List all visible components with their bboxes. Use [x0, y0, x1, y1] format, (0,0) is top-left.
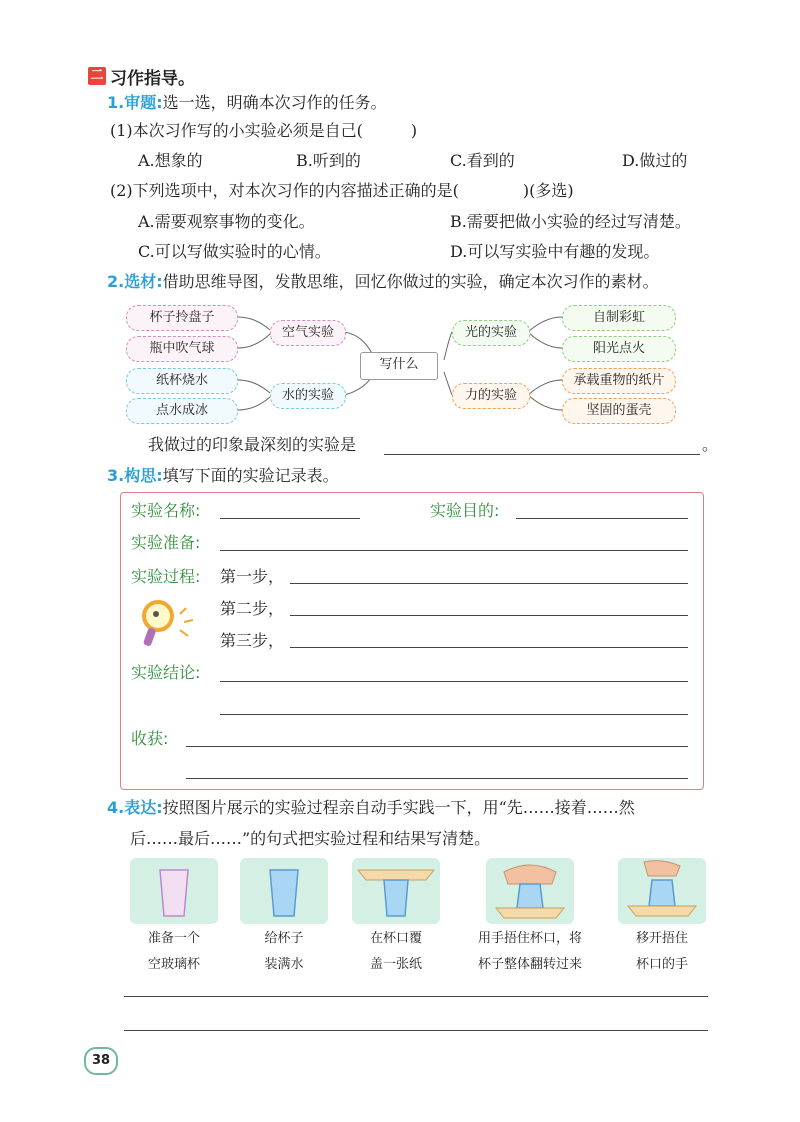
picture-empty-glass: [130, 858, 218, 924]
caption-1-line-1: 准备一个: [147, 931, 200, 946]
mindmap-air-item-1: 杯子拎盘子: [126, 305, 238, 331]
step1-num: 1.: [107, 93, 125, 112]
q2-option-d[interactable]: D.可以写实验中有趣的发现。: [450, 242, 660, 261]
writing-line-1[interactable]: [124, 996, 708, 997]
record-conclusion-label: 实验结论:: [131, 663, 201, 682]
picture-full-glass: [240, 858, 328, 924]
mindmap-water-node: 水的实验: [270, 383, 346, 409]
record-harvest-label: 收获:: [131, 729, 169, 748]
record-step-1: 第一步，: [220, 567, 285, 586]
q2-option-c[interactable]: C.可以写做实验时的心情。: [138, 242, 331, 261]
hand-flip-glass-icon: [486, 858, 574, 924]
step4-label: 表达:: [124, 798, 163, 817]
record-purpose-label: 实验目的:: [430, 501, 500, 520]
mindmap-force-item-2: 坚固的蛋壳: [562, 398, 676, 424]
record-name-line[interactable]: [220, 518, 360, 519]
connector-air-2: [238, 334, 270, 348]
connector-center-light: [444, 332, 452, 360]
caption-2: [236, 926, 332, 978]
writing-line-2[interactable]: [124, 1030, 708, 1031]
mindmap-center-node: 写什么: [360, 352, 438, 380]
mindmap-air-node: 空气实验: [270, 320, 346, 346]
mindmap-air-item-2: 瓶中吹气球: [126, 336, 238, 362]
connector-water-2: [238, 397, 270, 410]
section-badge: 二: [88, 67, 106, 85]
connector-force-1: [528, 380, 562, 395]
picture-remove-hand: [618, 858, 706, 924]
record-purpose-line[interactable]: [516, 518, 688, 519]
mindmap-water-item-2: 点水成冰: [126, 398, 238, 424]
connector-water-1: [238, 380, 270, 393]
step1-label: 审题:: [124, 93, 163, 112]
record-step-3: 第三步，: [220, 631, 285, 650]
water-glass-icon: [240, 858, 328, 924]
mindmap-light-item-1: 自制彩虹: [562, 305, 676, 331]
step1-text: 选一选，明确本次习作的任务。: [162, 93, 387, 112]
q2-option-b[interactable]: B.需要把做小实验的经过写清楚。: [450, 212, 691, 231]
caption-3-line-2: 盖一张纸: [369, 957, 422, 972]
caption-1: [126, 926, 222, 978]
q1-option-c[interactable]: C.看到的: [450, 151, 515, 170]
paper-covered-glass-icon: [352, 858, 440, 924]
glass-icon: [130, 858, 218, 924]
connector-light-1: [528, 317, 562, 332]
page-number: 38: [84, 1047, 118, 1075]
q2-option-a[interactable]: A.需要观察事物的变化。: [138, 212, 315, 231]
record-step-1-line[interactable]: [290, 583, 688, 584]
magnifier-icon: [136, 596, 198, 652]
mindmap-water-item-1: 纸杯烧水: [126, 368, 238, 394]
mindmap-force-item-1: 承载重物的纸片: [562, 368, 676, 394]
connector-center-force: [444, 372, 452, 395]
record-harvest-line-1[interactable]: [186, 746, 688, 747]
caption-2-line-1: 给杯子: [264, 931, 304, 946]
caption-5: [614, 926, 710, 978]
picture-flip-glass: [486, 858, 574, 924]
step2-num: 2.: [107, 272, 125, 291]
connector-air-1: [238, 317, 270, 330]
q1-text: (1)本次习作写的小实验必须是自己( ): [110, 121, 418, 140]
step3-num: 3.: [107, 466, 125, 485]
step4-heading: [107, 797, 635, 819]
caption-4-line-1: 用手捂住杯口，将: [477, 931, 582, 946]
step2-text: 借助思维导图，发散思维，回忆你做过的实验，确定本次习作的素材。: [162, 272, 659, 291]
caption-4-line-2: 杯子整体翻转过来: [477, 957, 582, 972]
record-conclusion-line-2[interactable]: [220, 714, 688, 715]
impression-suffix: 。: [702, 435, 719, 454]
record-step-2-line[interactable]: [290, 615, 688, 616]
step4-text-1: 按照图片展示的实验过程亲自动手实践一下，用“先……接着……然: [162, 798, 635, 817]
record-name-label: 实验名称:: [131, 501, 201, 520]
connector-force-2: [528, 395, 562, 410]
q1-option-b[interactable]: B.听到的: [296, 151, 361, 170]
connector-light-2: [528, 332, 562, 348]
caption-2-line-2: 装满水: [264, 957, 304, 972]
step3-label: 构思:: [124, 466, 163, 485]
caption-3: [348, 926, 444, 978]
impression-input-line[interactable]: [384, 454, 700, 455]
record-harvest-line-2[interactable]: [186, 778, 688, 779]
step4-text-2: 后……最后……”的句式把实验过程和结果写清楚。: [130, 829, 491, 848]
step4-num: 4.: [107, 798, 125, 817]
step2-label: 选材:: [124, 272, 163, 291]
step3-heading: [107, 465, 339, 487]
record-process-label: 实验过程:: [131, 567, 201, 586]
q1-option-d[interactable]: D.做过的: [622, 151, 688, 170]
caption-3-line-1: 在杯口覆: [369, 931, 422, 946]
impression-prefix: 我做过的印象最深刻的实验是: [148, 435, 357, 454]
step3-text: 填写下面的实验记录表。: [162, 466, 339, 485]
caption-5-line-2: 杯口的手: [635, 957, 688, 972]
section-title: 习作指导。: [110, 69, 195, 89]
record-prep-label: 实验准备:: [131, 533, 201, 552]
mindmap-light-item-2: 阳光点火: [562, 336, 676, 362]
q1-option-a[interactable]: A.想象的: [138, 151, 203, 170]
caption-1-line-2: 空玻璃杯: [147, 957, 200, 972]
mindmap-force-node: 力的实验: [452, 383, 530, 409]
record-conclusion-line-1[interactable]: [220, 681, 688, 682]
q2-text: (2)下列选项中，对本次习作的内容描述正确的是( )(多选): [110, 181, 574, 200]
remove-hand-icon: [618, 858, 706, 924]
record-step-2: 第二步，: [220, 599, 285, 618]
caption-5-line-1: 移开捂住: [635, 931, 688, 946]
record-prep-line[interactable]: [220, 550, 688, 551]
mindmap-light-node: 光的实验: [452, 320, 530, 346]
caption-4: [458, 926, 602, 978]
record-step-3-line[interactable]: [290, 647, 688, 648]
picture-paper-cover: [352, 858, 440, 924]
